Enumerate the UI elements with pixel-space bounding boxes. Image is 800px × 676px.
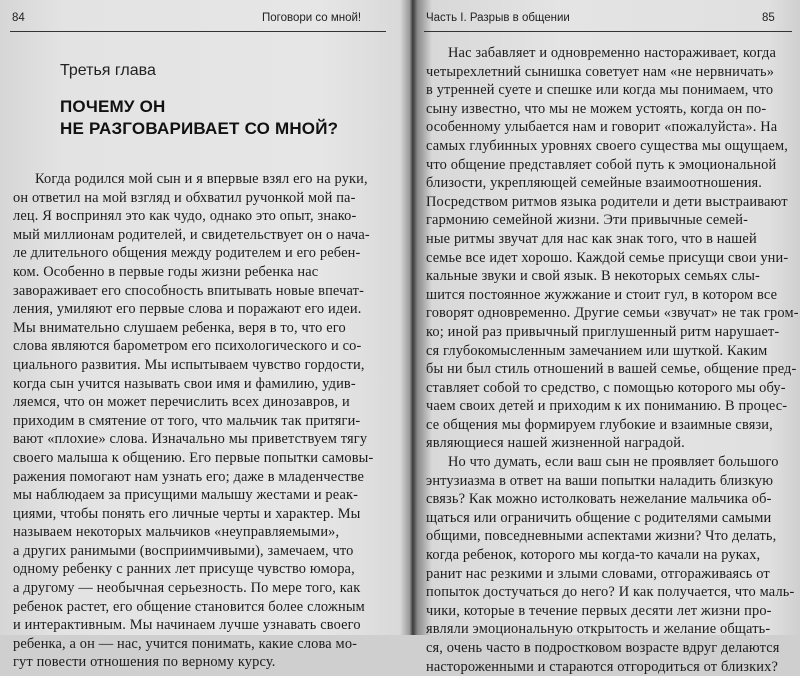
left-page-number: 84 — [12, 12, 25, 24]
text-line: своего малыша к общению. Его первые попытки самовы- — [13, 449, 374, 466]
text-line: Когда родился мой сын и я впервые взял его на руки, — [35, 171, 368, 187]
text-line: мый миллионам родителей, и свидетельствует он о нача- — [13, 226, 370, 243]
chapter-label: Третья глава — [60, 62, 156, 79]
text-line: чики, которые в течение первых десяти лет жизни про- — [426, 602, 772, 619]
text-line: являли эмоциональную открытость и желание общать- — [426, 621, 771, 638]
text-line: Нас забавляет и одновременно настораживает, когда — [448, 45, 777, 61]
chapter-title — [60, 96, 380, 140]
text-line: лец. Я воспринял это как чудо, однако это опыт, знако- — [13, 208, 357, 225]
text-line: ления, умиляют его первые слова и поражают его идеи. — [13, 301, 362, 318]
text-line: семье все идет хорошо. Каждой семье присущи свои уни- — [426, 249, 789, 266]
text-line: а другому — необычная серьезность. По мере того, как — [13, 580, 361, 597]
text-line: и интерактивным. Мы начинаем лучше узнавать своего — [13, 617, 361, 634]
text-line: называем некоторых мальчиков «неуправляемыми», — [13, 524, 340, 541]
text-line: ставляет собой то средство, с помощью которого мы обу- — [426, 379, 786, 396]
text-line: Но что думать, если ваш сын не проявляет большого — [448, 454, 779, 471]
text-line: связь? Как можно истолковать нежелание мальчика об- — [426, 491, 772, 508]
text-line: щаться или ограничить общение с родителями самыми — [426, 509, 772, 526]
text-line: бы ни был стиль отношений в вашей семье, общение пред- — [426, 361, 797, 378]
right-page-number: 85 — [762, 12, 775, 24]
text-line: когда сын учится называть свои имя и фамилию, удив- — [13, 375, 356, 392]
right-running-title: Часть I. Разрыв в общении — [426, 12, 570, 24]
text-line: ребенок растет, его общение становится более сложным — [13, 598, 365, 615]
text-line: ко; иной раз привычный приглушенный ритм нарушает- — [426, 323, 780, 340]
text-line: приходим в смятение от того, что мальчик так притяги- — [13, 412, 361, 429]
text-line: ные ритмы звучат для нас как знак того, что в нашей — [426, 230, 757, 247]
text-line: слова являются барометром его психологического и со- — [13, 338, 362, 355]
text-line: что общение представляет собой путь к эмоциональной — [426, 156, 777, 173]
right-header-rule — [424, 31, 792, 32]
text-line: циального развития. Мы испытываем чувство гордости, — [13, 356, 365, 373]
text-line: се общения мы формируем глубокие и взаимные связи, — [426, 416, 773, 433]
text-line: ком. Особенно в первые годы жизни ребенка нас — [13, 263, 319, 280]
left-header-rule — [10, 31, 386, 32]
text-line: ранит нас резкими и злыми словами, отгораживаясь от — [426, 565, 770, 582]
text-line: являющиеся нашей жизненной наградой. — [426, 435, 685, 452]
text-line: гут повести отношения по верному курсу. — [13, 654, 276, 671]
text-line: особенному улыбается нам и говорит «пожалуйста». На — [426, 119, 778, 136]
text-line: вают «плохие» слова. Изначально мы приветствуем тягу — [13, 431, 368, 448]
text-line: Мы внимательно слушаем ребенка, веря в то, что его — [13, 319, 346, 336]
text-line: попыток достучаться до него? И как получается, что маль- — [426, 584, 795, 601]
text-line: ребенка, а он — нас, учится понимать, какие слова мо- — [13, 635, 358, 652]
text-line: четырехлетний сынишка советует нам «не нервничать» — [426, 63, 775, 80]
text-line: завораживает его способность впитывать новые впечат- — [13, 282, 365, 299]
text-line: в утренней суете и спешке или когда мы понимаем, что — [426, 82, 774, 99]
text-line: самых глубинных уровнях своего существа мы ощущаем, — [426, 137, 788, 154]
text-line: а других ранимыми (восприимчивыми), замечаем, что — [13, 542, 354, 559]
left-running-title: Поговори со мной! — [262, 12, 362, 24]
text-line: ле длительного общения между родителем и его ребен- — [13, 245, 361, 262]
text-line: ляемся, что он может перечислить всех динозавров, и — [13, 394, 350, 411]
text-line: кальные звуки и свой язык. В некоторых семьях слы- — [426, 268, 760, 285]
text-line: мы наблюдаем за присущими малышу жестами и реак- — [13, 487, 359, 504]
text-line: гармонию семейной жизни. Эти привычные семей- — [426, 212, 749, 229]
text-line: сыну известно, что мы не можем устоять, когда он по- — [426, 100, 767, 117]
text-line: энтузиазма в ответ на ваши попытки наладить близкую — [426, 472, 774, 489]
text-line: чаем своих детей и приходим к их пониманию. В процес- — [426, 398, 788, 415]
text-line: ражения помогают нам узнать его; даже в младенчестве — [13, 468, 365, 485]
text-line: одному ребенку с ранних лет присуще чувство юмора, — [13, 561, 355, 578]
text-line: общими, повседневными аспектами жизни? Что делать, — [426, 528, 777, 545]
text-line: ся, очень часто в подростковом возрасте вдруг делаются — [426, 640, 780, 656]
text-line: говорят одновременно. Другие семьи «звучат» не так гром- — [426, 305, 799, 322]
text-line: циями, чтобы понять его личные черты и характер. Мы — [13, 505, 361, 522]
chapter-title-line: НЕ РАЗГОВАРИВАЕТ СО МНОЙ? — [60, 119, 339, 138]
text-line: когда ребенок, которого мы когда-то качали на руках, — [426, 547, 761, 564]
text-line: Посредством ритмов языка родители и дети выстраивают — [426, 193, 788, 210]
right-body-text — [426, 44, 799, 676]
right-page — [412, 0, 800, 675]
text-line: настороженными и стараются отгородиться от близких? — [426, 658, 779, 675]
text-line: ся глубокомысленным замечанием или шуткой. Каким — [426, 342, 768, 359]
left-body-text — [13, 170, 393, 672]
text-line: шится постоянное жужжание и стоит гул, в котором все — [426, 286, 778, 303]
text-line: он ответил на мой взгляд и обхватил ручонкой мой па- — [13, 189, 356, 206]
chapter-title-line: ПОЧЕМУ ОН — [60, 97, 166, 116]
text-line: близости, укрепляющей семейные взаимоотношения. — [426, 175, 763, 192]
